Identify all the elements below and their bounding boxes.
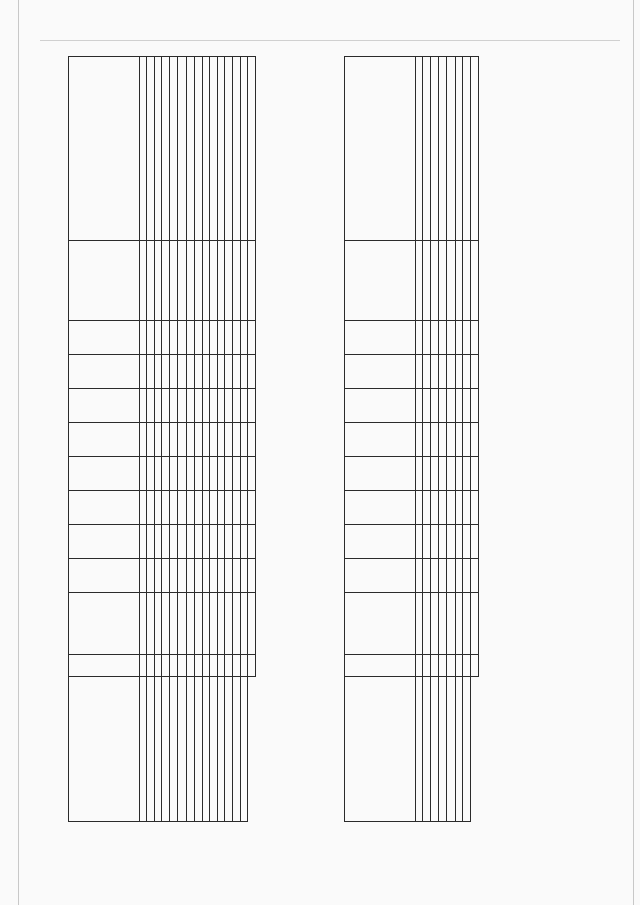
row-label	[217, 677, 225, 822]
row-code	[470, 655, 478, 677]
row-code	[178, 655, 186, 677]
column-number	[140, 457, 147, 491]
column-header	[69, 389, 140, 423]
column-header	[345, 423, 416, 457]
column-header	[69, 57, 140, 241]
column-header	[345, 593, 416, 655]
column-number	[416, 355, 423, 389]
row-code	[162, 655, 170, 677]
column-number	[416, 423, 423, 457]
row-label	[162, 677, 170, 822]
row-label	[455, 677, 463, 822]
row-code	[225, 655, 233, 677]
row-label	[147, 677, 155, 822]
column-number	[140, 491, 147, 525]
row-label	[186, 677, 194, 822]
row-label	[154, 677, 162, 822]
scan-edge-line	[18, 0, 19, 905]
column-header	[345, 525, 416, 559]
row-label	[438, 677, 446, 822]
column-header	[345, 491, 416, 525]
row-code	[438, 655, 446, 677]
column-number	[140, 389, 147, 423]
column-header	[69, 241, 140, 321]
column-header	[69, 677, 140, 822]
column-number	[416, 457, 423, 491]
column-header	[69, 559, 140, 593]
column-number	[416, 677, 423, 822]
row-label	[210, 677, 218, 822]
scan-edge-line	[633, 0, 634, 905]
column-number	[416, 593, 423, 655]
table-header-row	[69, 57, 140, 822]
column-header	[69, 655, 140, 677]
column-number	[416, 491, 423, 525]
row-label	[202, 677, 210, 822]
column-number	[140, 593, 147, 655]
column-number	[140, 57, 147, 241]
row-code	[423, 655, 431, 677]
rotated-document	[24, 42, 614, 862]
row-label	[430, 677, 438, 822]
column-number	[140, 321, 147, 355]
column-number-row	[416, 57, 423, 822]
total-label	[470, 677, 478, 822]
row-code	[194, 655, 202, 677]
column-header	[69, 593, 140, 655]
row-label	[447, 677, 455, 822]
column-header	[69, 355, 140, 389]
column-number	[416, 655, 423, 677]
column-header	[345, 355, 416, 389]
row-code	[169, 655, 177, 677]
column-header	[345, 559, 416, 593]
column-header	[345, 655, 416, 677]
column-number	[416, 321, 423, 355]
row-code	[217, 655, 225, 677]
row-code	[154, 655, 162, 677]
row-label	[178, 677, 186, 822]
column-number	[416, 559, 423, 593]
row-label	[240, 677, 248, 822]
row-label	[423, 677, 431, 822]
row-code	[447, 655, 455, 677]
column-number	[140, 423, 147, 457]
column-number	[140, 677, 147, 822]
financing-table	[344, 56, 479, 822]
column-header	[345, 57, 416, 241]
investment-costs-table	[68, 56, 256, 822]
column-header	[345, 677, 416, 822]
column-header	[69, 491, 140, 525]
column-number	[416, 241, 423, 321]
column-header	[345, 241, 416, 321]
row-label	[194, 677, 202, 822]
column-number-row	[140, 57, 147, 822]
column-number	[140, 655, 147, 677]
column-header	[69, 525, 140, 559]
row-label	[225, 677, 233, 822]
column-number	[416, 57, 423, 241]
row-code	[430, 655, 438, 677]
column-number	[416, 525, 423, 559]
column-header	[345, 457, 416, 491]
row-label	[463, 677, 471, 822]
row-code	[232, 655, 240, 677]
row-label	[232, 677, 240, 822]
row-code	[186, 655, 194, 677]
column-number	[416, 389, 423, 423]
column-header	[69, 423, 140, 457]
column-header	[69, 457, 140, 491]
column-number	[140, 525, 147, 559]
row-code	[202, 655, 210, 677]
row-code	[147, 655, 155, 677]
column-number	[140, 241, 147, 321]
scan-edge-line	[40, 40, 620, 41]
table-header-row	[345, 57, 416, 822]
column-number	[140, 559, 147, 593]
column-header	[345, 389, 416, 423]
column-header	[345, 321, 416, 355]
total-label	[248, 677, 256, 822]
row-label	[169, 677, 177, 822]
column-number	[140, 355, 147, 389]
row-code	[210, 655, 218, 677]
row-code	[240, 655, 248, 677]
row-code	[463, 655, 471, 677]
column-header	[69, 321, 140, 355]
row-code	[455, 655, 463, 677]
row-code	[248, 655, 256, 677]
